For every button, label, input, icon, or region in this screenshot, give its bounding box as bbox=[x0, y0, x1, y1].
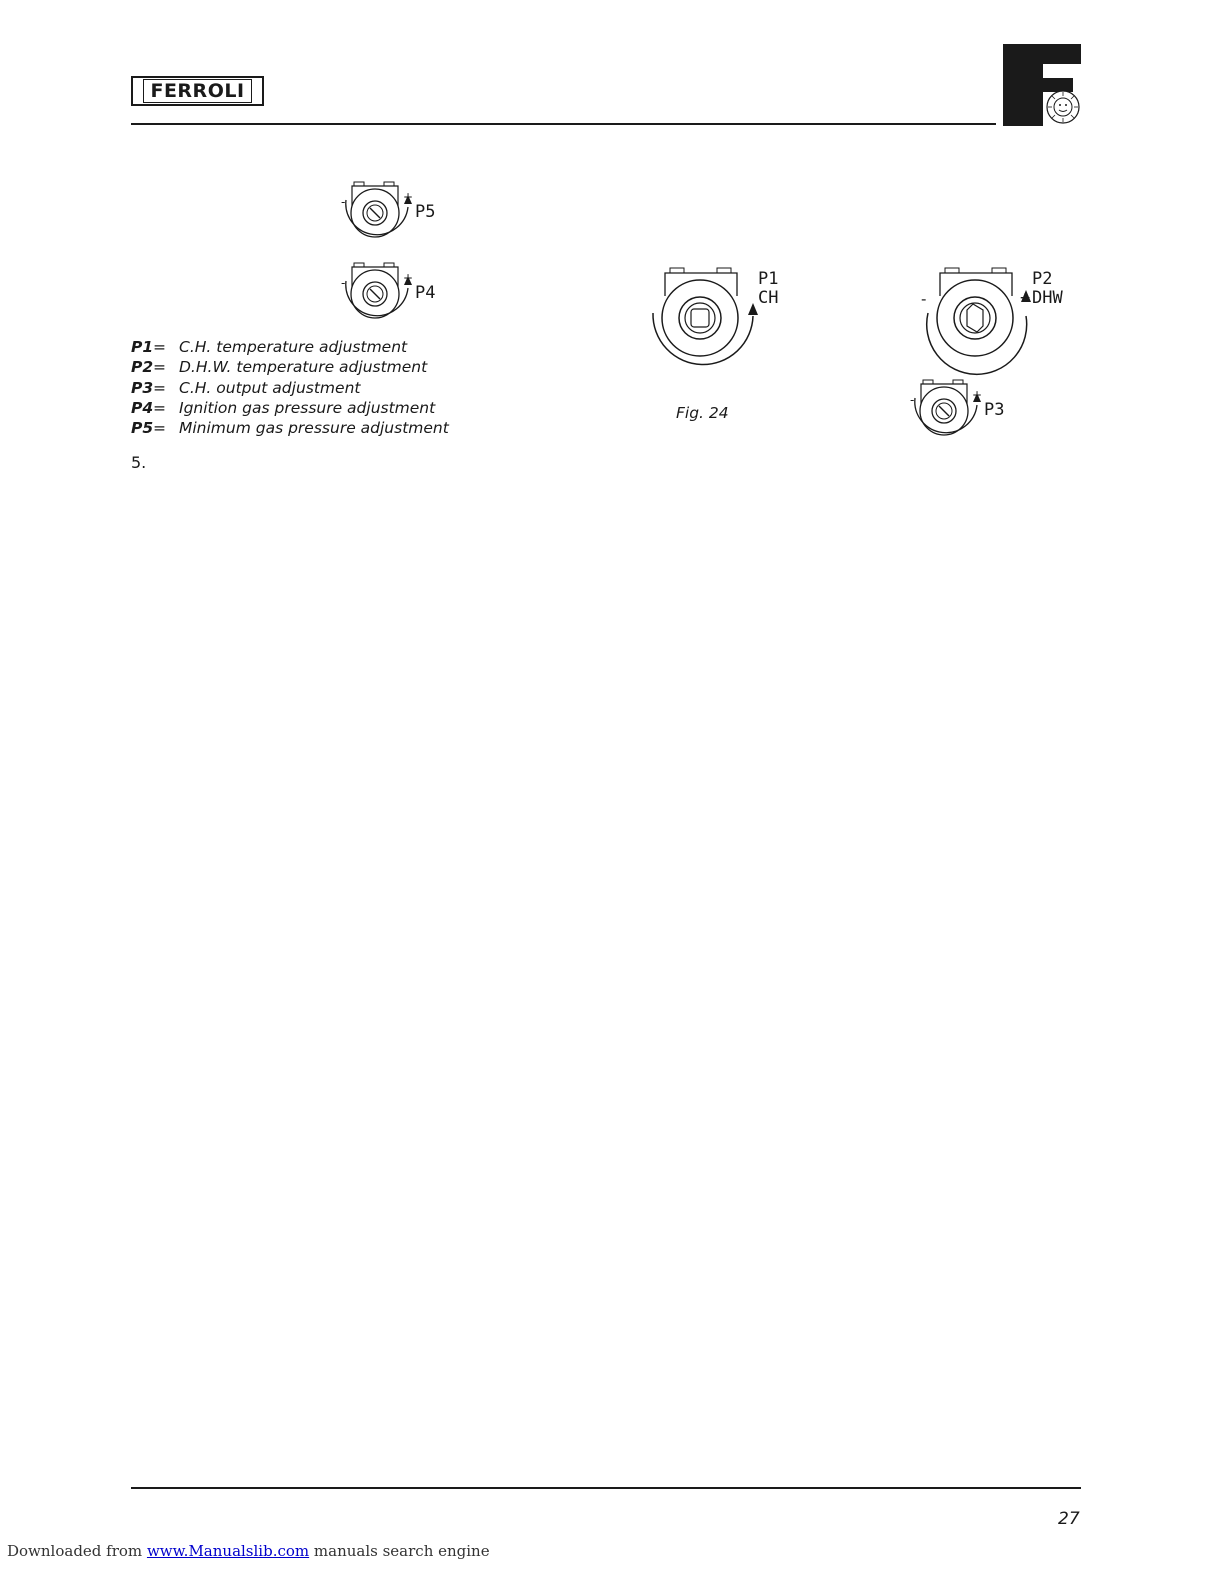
ferroli-logo bbox=[131, 76, 264, 106]
p4-plus-sign: + bbox=[403, 271, 414, 285]
legend-eq: = bbox=[153, 338, 166, 356]
legend-key: P3 bbox=[131, 378, 154, 397]
dhw-label: DHW bbox=[1032, 288, 1063, 308]
ch-label: CH bbox=[758, 288, 779, 308]
p3-label: P3 bbox=[984, 400, 1005, 420]
legend-row bbox=[131, 398, 449, 418]
footer-prefix: Downloaded from bbox=[7, 1542, 143, 1560]
p3-plus-sign: + bbox=[972, 388, 983, 402]
legend-eq: = bbox=[153, 398, 166, 417]
p2-minus-sign: - bbox=[921, 290, 927, 308]
p1-label: P1 bbox=[758, 269, 779, 289]
legend-text: C.H. temperature adjustment bbox=[179, 338, 408, 356]
page-number: 27 bbox=[1058, 1509, 1080, 1529]
legend-row bbox=[131, 378, 449, 398]
legend-row bbox=[131, 337, 449, 357]
header-rule bbox=[131, 123, 996, 125]
legend-eq: = bbox=[153, 419, 166, 438]
p2-label: P2 bbox=[1032, 269, 1053, 289]
potentiometer-legend bbox=[131, 337, 449, 438]
legend-key: P4 bbox=[131, 398, 154, 417]
legend-row bbox=[131, 357, 449, 377]
legend-key: P5 bbox=[131, 419, 154, 438]
legend-text: Minimum gas pressure adjustment bbox=[179, 419, 449, 438]
download-footer bbox=[7, 1542, 490, 1560]
corner-f-logo bbox=[1003, 44, 1083, 126]
ferroli-logo-text: FERROLI bbox=[143, 79, 251, 103]
legend-text: Ignition gas pressure adjustment bbox=[179, 398, 436, 417]
section-number: 5. bbox=[131, 453, 147, 472]
p4-minus-sign: - bbox=[341, 276, 346, 290]
legend-eq: = bbox=[153, 378, 166, 397]
legend-row bbox=[131, 418, 449, 438]
footer-rule bbox=[131, 1487, 1081, 1489]
p3-minus-sign: - bbox=[910, 393, 915, 407]
potentiometer-p2-icon bbox=[920, 266, 1035, 371]
potentiometer-p1-icon bbox=[645, 266, 760, 371]
legend-eq: = bbox=[153, 358, 166, 377]
legend-key: P1 bbox=[131, 338, 154, 356]
footer-suffix: manuals search engine bbox=[313, 1542, 490, 1560]
p5-plus-sign: + bbox=[403, 190, 414, 204]
legend-text: D.H.W. temperature adjustment bbox=[179, 358, 428, 377]
figure-caption: Fig. 24 bbox=[676, 404, 729, 422]
p5-minus-sign: - bbox=[341, 195, 346, 209]
legend-key: P2 bbox=[131, 358, 154, 377]
p2-plus-sign: + bbox=[1020, 288, 1031, 308]
p4-label: P4 bbox=[415, 283, 436, 303]
manualslib-link[interactable]: www.Manualslib.com bbox=[146, 1542, 310, 1560]
p5-label: P5 bbox=[415, 202, 436, 222]
legend-text: C.H. output adjustment bbox=[179, 378, 361, 397]
